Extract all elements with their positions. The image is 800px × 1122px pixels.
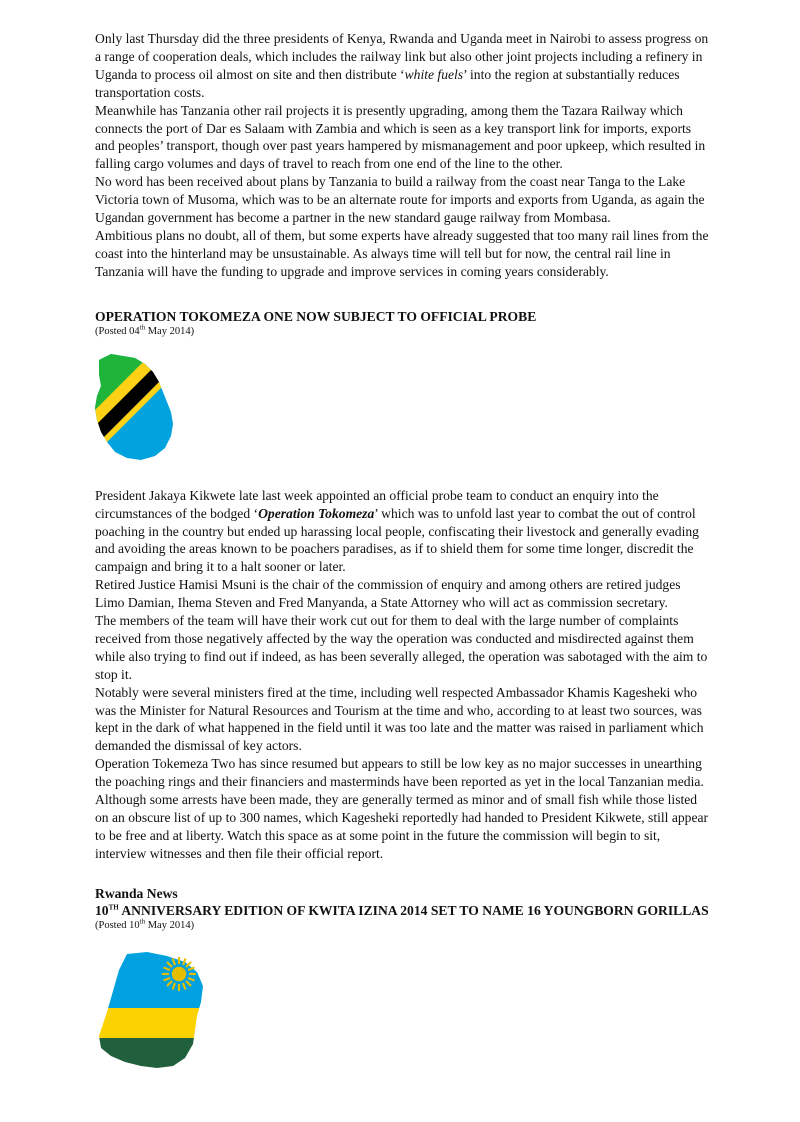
paragraph: Ambitious plans no doubt, all of them, but some experts have already suggested that too many rail lines from the coast into the hinterland may be unsustainable. As always time will tell but for now, the central rail line in Tanzania will have the funding to upgrade and improve services in coming years considerably.: [95, 227, 709, 279]
article-operation-tokomeza: [95, 308, 713, 863]
paragraph: President Jakaya Kikwete late last week appointed an official probe team to conduct an enquiry into the circumstances of the bodged ‘Operation Tokomeza’ which was to unfold last year to combat the out of control poaching in the country but ended up harassing local people, confiscating their livestock and generally evading and avoiding the areas known to be poachers paradises, as if to shield them for some time longer, discredit the campaign and bring it to a halt sooner or later.: [95, 487, 699, 575]
article-kwita-izina: [95, 885, 713, 1070]
paragraph: No word has been received about plans by Tanzania to build a railway from the coast near Tanga to the Lake Victoria town of Musoma, which was to be an alternate route for imports and exports from Uganda, as again the Ugandan government has become a partner in the new standard gauge railway from Mombasa.: [95, 174, 705, 226]
article-railway-continued: [95, 30, 713, 281]
paragraph: Operation Tokemeza Two has since resumed but appears to still be low key as no major successes in unearthing the poaching rings and their financiers and masterminds have been reported as yet in the local Tanzanian media.: [95, 756, 704, 790]
section-label: Rwanda News: [95, 885, 178, 901]
sun-icon: [162, 957, 196, 991]
posted-date: (Posted 04th May 2014): [95, 323, 195, 337]
emphasis-white-fuels: white fuels: [404, 66, 464, 82]
headline: OPERATION TOKOMEZA ONE NOW SUBJECT TO OFFICIAL PROBE: [95, 308, 537, 324]
headline: 10TH ANNIVERSARY EDITION OF KWITA IZINA 2014 SET TO NAME 16 YOUNGBORN GORILLAS: [95, 902, 709, 918]
flag-green-band: [97, 1038, 207, 1070]
paragraph: Only last Thursday did the three presidents of Kenya, Rwanda and Uganda meet in Nairobi to assess progress on a range of cooperation deals, which includes the railway link but also other joint projects including a refinery in Uganda to process oil almost on site and then distribute ‘white fuels’ into the region at substantially reduces transportation costs.: [95, 31, 709, 100]
paragraph: Although some arrests have been made, they are generally termed as minor and of small fish while those listed on an obscure list of up to 300 names, which Kagesheki reportedly had handed to President Kikwete, still appear to be free and at liberty. Watch this space as at some point in the future the commission will begin to sit, interview witnesses and then file their official report.: [95, 792, 709, 861]
posted-date: (Posted 10th May 2014): [95, 917, 195, 931]
paragraph: Retired Justice Hamisi Msuni is the chair of the commission of enquiry and among others are retired judges Limo Damian, Ihema Steven and Fred Manyanda, a State Attorney who will act as commission secretary.: [95, 577, 681, 611]
tanzania-flag-map-icon: [93, 352, 183, 462]
flag-yellow-band: [97, 1008, 207, 1038]
document-page: [95, 30, 713, 1070]
paragraph: Notably were several ministers fired at the time, including well respected Ambassador Khamis Kagesheki who was the Minister for Natural Resources and Tourism at the time and who, according to at least two sources, was kept in the dark of what happened in the field until it was too late and the matter was raised in parliament which demanded the dismissal of key actors.: [95, 684, 704, 754]
paragraph: The members of the team will have their work cut out for them to deal with the large number of complaints received from those negatively affected by the way the operation was conducted and misdirected against them while also trying to find out if indeed, as has been severally alleged, the operation was sabotaged with the aim to stop it.: [95, 613, 708, 682]
rwanda-flag-map-icon: [97, 950, 207, 1070]
paragraph: Meanwhile has Tanzania other rail projects it is presently upgrading, among them the Tazara Railway which connects the port of Dar es Salaam with Zambia and which is seen as a key transport link for imports, exports and peoples’ transport, though over past years hampered by mismanagement and poor upkeep, which resulted in falling cargo volumes and days of travel to reach from one end of the line to the other.: [95, 102, 706, 172]
emphasis-operation-tokomeza: Operation Tokomeza: [258, 505, 375, 521]
